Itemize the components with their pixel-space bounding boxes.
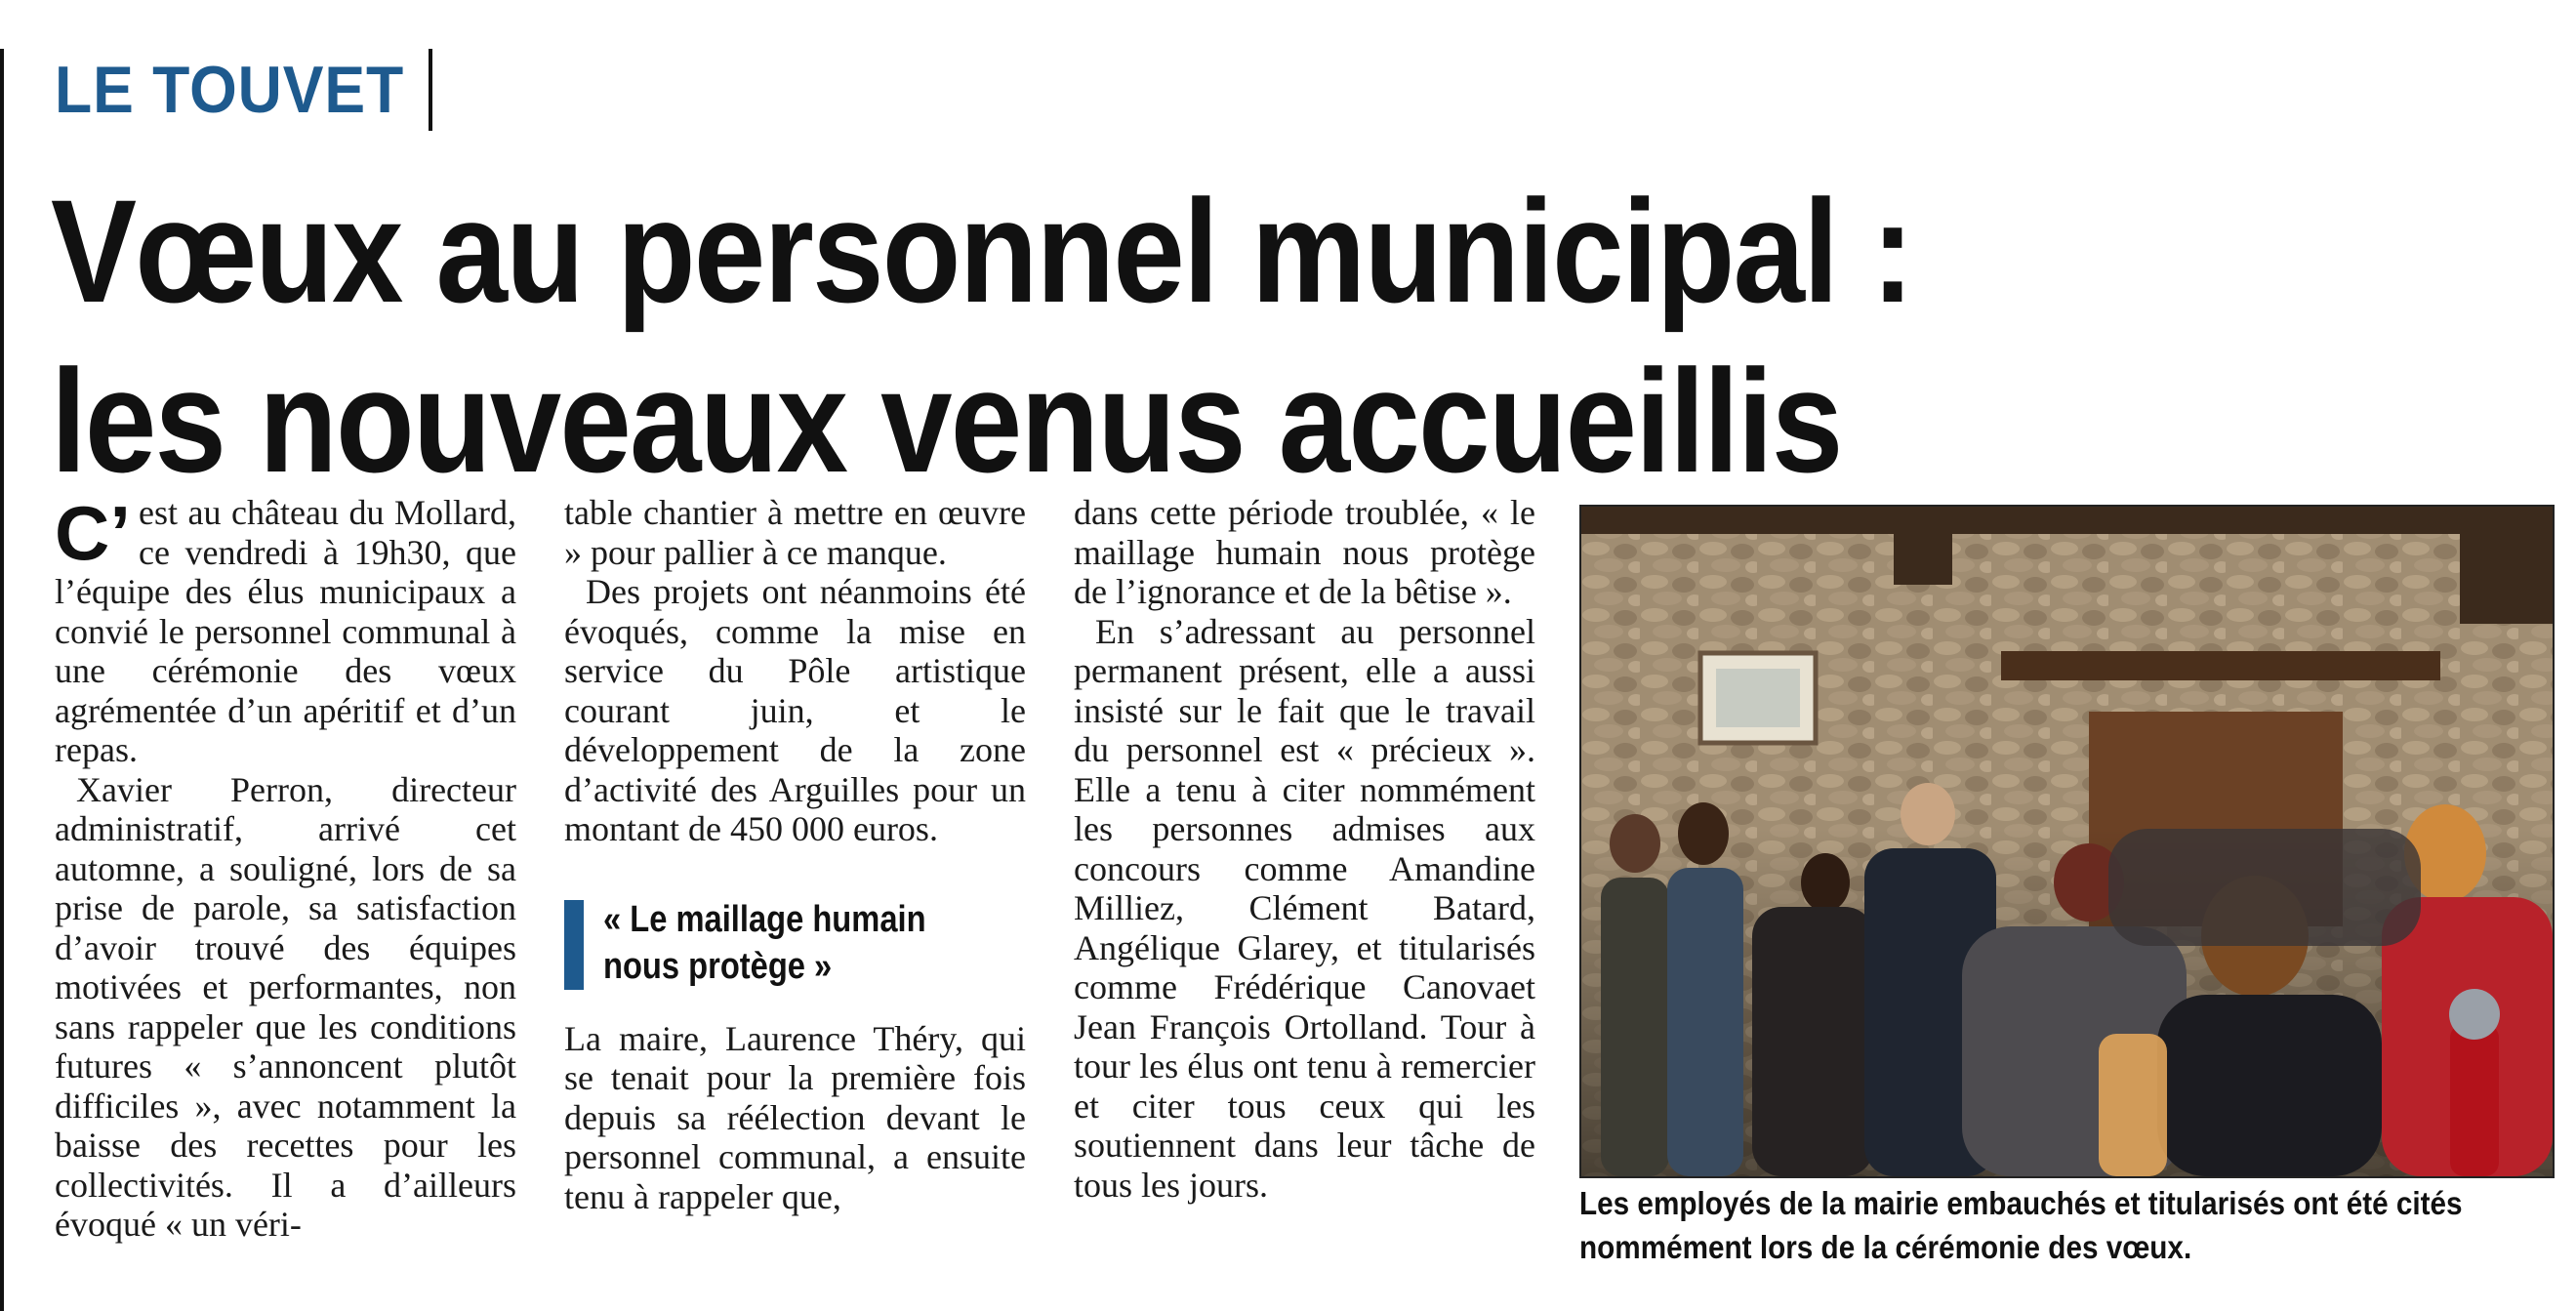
- paragraph: [55, 490, 516, 770]
- article-column-1: [55, 490, 516, 1245]
- article-headline: [51, 166, 1913, 506]
- intertitle-line-2: nous protège »: [603, 945, 833, 987]
- photo-illustration: [1581, 507, 2553, 1176]
- caption-line-2: nommément lors de la cérémonie des vœux.: [1579, 1229, 2192, 1265]
- paragraph: Des projets ont néanmoins été évoqués, comme la mise en service du Pôle artistique courant juin, et le développement de la zone d’activité des Arguilles pour un montant de 450 000 euros.: [564, 572, 1026, 848]
- paragraph: La maire, Laurence Théry, qui se tenait pour la première fois depuis sa réélection devant le personnel communal, a ensuite tenu à rappeler que,: [564, 1018, 1026, 1216]
- paragraph: Xavier Perron, directeur administratif, arrivé cet automne, a souligné, lors de sa prise de parole, sa satisfaction d’avoir trouvé des équipes motivées et performantes, non sans rappeler que les conditions futures « s’annoncent plutôt difficiles », avec notamment la baisse des recettes pour les collectivités. Il a d’ailleurs évoqué « un véri-: [55, 769, 516, 1244]
- paragraph: table chantier à mettre en œuvre » pour pallier à ce manque.: [564, 493, 1026, 572]
- paragraph: dans cette période troublée, « le maillage humain nous protège de l’ignorance et de la bêtise ».: [1074, 493, 1535, 611]
- drop-cap: C’: [55, 490, 131, 576]
- headline-line-2: les nouveaux venus accueillis: [51, 339, 1842, 503]
- caption-line-1: Les employés de la mairie embauchés et titularisés ont été cités: [1579, 1185, 2463, 1221]
- headline-line-1: Vœux au personnel municipal :: [51, 169, 1913, 333]
- article-photo: [1579, 505, 2555, 1178]
- article-column-2: [564, 493, 1026, 1216]
- intertitle-bar: [564, 900, 584, 990]
- section-header: [55, 49, 434, 131]
- section-divider: [429, 49, 432, 131]
- photo-caption: [1579, 1181, 2556, 1269]
- intertitle: [564, 896, 1026, 990]
- paragraph-text: est au château du Mollard, ce vendredi à 19h30, que l’équipe des élus municipaux a convié le personnel communal à une cérémonie des vœux agrémentée d’un apéritif et d’un repas.: [55, 493, 516, 769]
- article-column-3: [1074, 493, 1535, 1205]
- left-column-rule: [0, 49, 4, 1311]
- intertitle-line-1: « Le maillage humain: [603, 898, 926, 940]
- section-kicker: LE TOUVET: [55, 53, 405, 127]
- paragraph: En s’adressant au personnel permanent présent, elle a aussi insisté sur le fait que le travail du personnel est « précieux ». Elle a tenu à citer nommément les personnes admises aux concours comme Amandine Milliez, Clément Batard, Angélique Glarey, et titularisés comme Frédérique Canovaet Jean François Ortolland. Tour à tour les élus ont tenu à remercier et citer tous ceux qui les soutiennent dans leur tâche de tous les jours.: [1074, 611, 1535, 1205]
